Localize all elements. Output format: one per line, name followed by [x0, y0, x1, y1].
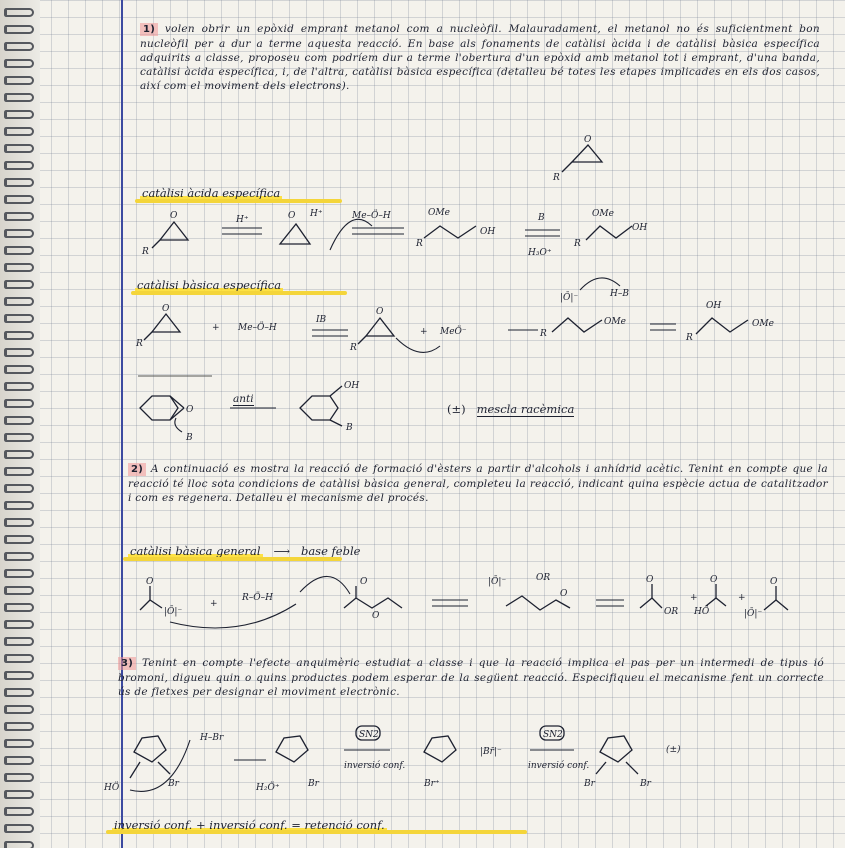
ester-int-O: O [560, 589, 568, 599]
svg-text:+: + [210, 599, 218, 609]
cyclo-prod-OH: OH [344, 381, 360, 391]
basic-prod-OH: OH [706, 301, 722, 311]
svg-text:+: + [420, 327, 428, 337]
ester-mechanism [140, 573, 788, 628]
svg-text:+: + [738, 593, 746, 603]
basic-OMe: OMe [604, 317, 626, 327]
basic-MeO-minus: MeÖ⁻ [440, 327, 467, 337]
basic-HB: H–B [610, 289, 629, 299]
basic-O2: O [376, 307, 384, 317]
acid-OH: OH [480, 227, 496, 237]
acid-mechanism [141, 208, 647, 258]
acid-protonated-O: O [288, 211, 296, 221]
exercise-2-body: A continuació es mostra la reacció de formació d'èsters a partir d'alcohols i anhídrid acètic. Tenint en compte que la reacció té lloc sota condicions de catàlisi bàsica general, completeu la reacció, indicant quina espècie actua de catalitzador i com es regenera. Detalleu el mecanisme del procés. [128, 463, 828, 504]
acid-prod-R: R [574, 239, 581, 249]
exercise-3-body: Tenint en compte l'efecte anquimèric estudiat a classe i que la reacció implica el pas per un intermedi de tipus ió bromoni, digueu quin o quins productes podem esperar de la següent reacció. Especifiqueu el mecanisme fent un correcte ús de fletxes per designar el moviment electrònic. [118, 657, 824, 698]
exercise-3-number: 3) [118, 657, 136, 670]
br-plus-minus: (±) [666, 745, 681, 755]
ester-O1: O [146, 577, 154, 587]
acid-Hplus: H⁺ [236, 215, 249, 225]
basic-prod-R: R [686, 333, 693, 343]
basic-MeOH: Me–Ö–H [238, 323, 277, 333]
br-Br2: Br [308, 779, 319, 789]
conclusion-text: inversió conf. + inversió conf. = retenció conf. [114, 818, 385, 832]
br-Br1: Br [168, 779, 179, 789]
ester-prod-O3: O [770, 577, 778, 587]
acid-prod-OH: OH [632, 223, 648, 233]
basic-prod-OMe: OMe [752, 319, 774, 329]
racemic-text: mescla racèmica [476, 402, 575, 416]
ester-int-OR: OR [536, 573, 551, 583]
basic-R: R [136, 339, 143, 349]
ester-prod-O-minus: |Ō|⁻ [744, 609, 763, 619]
ester-ROH: R–Ö–H [242, 593, 274, 603]
exercise-1-number: 1) [140, 23, 158, 36]
br-HBr: H–Br [200, 733, 224, 743]
plus-minus-1: (±) [447, 402, 466, 416]
br-bromonium: Br⁺ [424, 779, 440, 789]
ester-O-minus: |Ō|⁻ [164, 607, 183, 617]
label-R: R [553, 173, 560, 183]
br-Br-minus: |Br̄|⁻ [480, 747, 502, 757]
acid-H3O: H₃O⁺ [528, 248, 552, 258]
cyclo-B: B [186, 433, 193, 443]
acid-B: B [538, 213, 545, 223]
exercise-1-body: volen obrir un epòxid emprant metanol com a nucleòfil. Malauradament, el metanol no és suficientment bon nucleòfil per a dur a terme aquesta reacció. En base als fonaments de catàlisi àcida i de catàlisi bàsica específica adquirits a classe, proposeu com podríem dur a terme l'obertura d'un epòxid amb metanol tot i emprant, d'una banda, catàlisi àcida específica, i, de l'altra, catàlisi bàsica específica (detalleu bé totes les etapes implicades en els dos casos, així com el moviment dels electrons). [140, 23, 820, 92]
ester-prod-O: O [646, 575, 654, 585]
inversion-note-1: inversió conf. [344, 761, 406, 771]
ester-prod-HO: HÖ [694, 607, 710, 617]
cyclo-O: O [186, 405, 194, 415]
bromonium-mechanism [103, 726, 681, 793]
arrow-glyph: ⟶ [273, 544, 290, 558]
basic-O-minus: |Ō|⁻ [560, 293, 579, 303]
weak-base-note: base feble [300, 544, 361, 558]
sn2-label-1: SN2 [359, 730, 379, 740]
ester-prod-OR: OR [664, 607, 679, 617]
br-H2O-plus: H₂Ö⁺ [256, 783, 280, 793]
svg-text:+: + [212, 323, 220, 333]
svg-text:+: + [690, 593, 698, 603]
acid-H: H⁺ [310, 209, 323, 219]
acid-catalysis-label: catàlisi àcida específica [142, 186, 281, 200]
acid-OMe: OMe [428, 208, 450, 218]
acid-MeOH: Me–Ö–H [352, 211, 391, 221]
cyclo-prod-B: B [346, 423, 353, 433]
general-basic-label: catàlisi bàsica general [130, 544, 261, 558]
sn2-label-2: SN2 [543, 730, 563, 740]
acid-R: R [142, 247, 149, 257]
basic-R2: R [350, 343, 357, 353]
ester-O3: O [372, 611, 380, 621]
basic-O: O [162, 304, 170, 314]
acid-O: O [170, 211, 178, 221]
br-prod-Br2: Br [640, 779, 651, 789]
label-O: O [584, 135, 592, 145]
acid-R2: R [416, 239, 423, 249]
epoxide-reactant [552, 135, 602, 183]
ester-O2: O [360, 577, 368, 587]
basic-catalysis-label: catàlisi bàsica específica [137, 278, 282, 292]
basic-R3: R [540, 329, 547, 339]
basic-mechanism [135, 278, 774, 353]
exercise-2-number: 2) [128, 463, 146, 476]
acid-prod-OMe: OMe [592, 209, 614, 219]
inversion-note-2: inversió conf. [528, 761, 590, 771]
cyclohexane-epoxide [140, 381, 359, 443]
br-HO: HÖ [104, 783, 120, 793]
basic-IB: IB [316, 315, 327, 325]
br-prod-Br1: Br [584, 779, 595, 789]
ester-int-O-minus: |Ō|⁻ [488, 577, 507, 587]
anti-text: anti [233, 393, 254, 405]
ester-prod-O2: O [710, 575, 718, 585]
